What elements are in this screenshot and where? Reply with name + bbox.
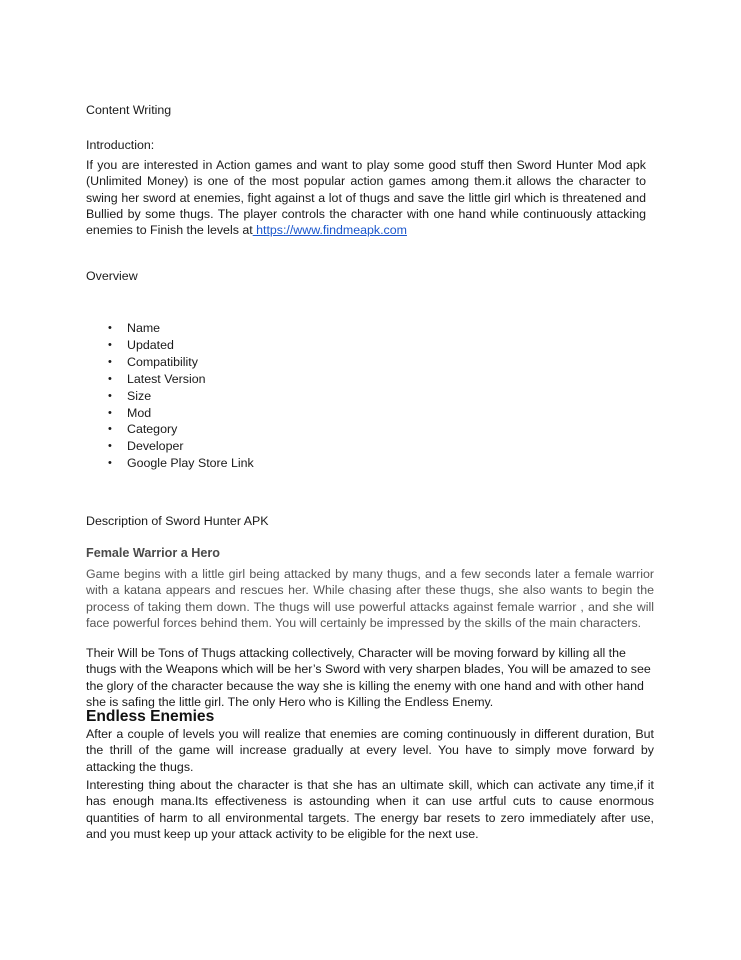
bullet-icon: • <box>108 406 112 419</box>
overview-list <box>86 320 386 472</box>
doc-title: Content Writing <box>86 103 172 117</box>
bullet-icon: • <box>108 355 112 368</box>
bullet-icon: • <box>108 423 112 436</box>
list-item: • Size <box>108 388 152 403</box>
list-item: • Compatibility <box>108 354 198 369</box>
bullet-icon: • <box>108 457 112 470</box>
introduction-paragraph <box>86 157 646 238</box>
description-label: Description of Sword Hunter APK <box>86 514 269 528</box>
list-item: • Updated <box>108 337 174 352</box>
female-warrior-heading: Female Warrior a Hero <box>86 546 220 560</box>
list-item: • Category <box>108 422 178 437</box>
introduction-text: If you are interested in Action games and want to play some good stuff then Sword Hunter Mod apk (Unlimited Money) is one of the most popular action games among them.it allows the character to swing her sword at enemies, fight against a lot of thugs and save the little girl which is threatened and Bullied by some thugs. The player controls the character with one hand while continuously attacking enemies to Finish the levels at <box>86 158 646 238</box>
findmeapk-link[interactable]: https://www.findmeapk.com <box>252 223 407 238</box>
endless-enemies-heading: Endless Enemies <box>86 708 215 725</box>
bullet-icon: • <box>108 372 112 385</box>
bullet-icon: • <box>108 389 112 402</box>
list-item: • Latest Version <box>108 371 206 386</box>
list-item: • Google Play Store Link <box>108 456 254 471</box>
bullet-icon: • <box>108 440 112 453</box>
bullet-icon: • <box>108 322 112 334</box>
female-warrior-paragraph-1: Game begins with a little girl being attacked by many thugs, and a few seconds later a female warrior with a katana appears and rescues her. While chasing after these thugs, she also wants to begin the process of taking them down. The thugs will use powerful attacks against female warrior , and she will face powerful forces behind them. You will certainly be impressed by the skills of the main characters. <box>86 567 654 630</box>
list-item: • Mod <box>108 405 152 420</box>
overview-label: Overview <box>86 269 138 283</box>
bullet-icon: • <box>108 338 112 351</box>
introduction-label: Introduction: <box>86 138 155 152</box>
endless-enemies-paragraph-2: Interesting thing about the character is that she has an ultimate skill, which can activate any time,if it has enough mana.Its effectiveness is astounding when it can use artful cuts to cause enormous quantities of harm to all environmental targets. The energy bar resets to zero immediately after use, and you must keep up your attack activity to be eligible for the next use. <box>86 778 654 841</box>
list-item: • Developer <box>108 439 184 454</box>
list-item: • Name <box>108 321 161 335</box>
endless-enemies-paragraph-1: After a couple of levels you will realize that enemies are coming continuously in different duration, But the thrill of the game will increase gradually at every level. You have to simply move forward by attacking the thugs. <box>86 727 654 774</box>
female-warrior-paragraph-2: Their Will be Tons of Thugs attacking collectively, Character will be moving forward by killing all the thugs with the Weapons which will be her’s Sword with very sharpen blades, You will be amazed to see the glory of the character because the way she is killing the enemy with one hand and with other hand she is safing the little girl. The only Hero who is Killing the Endless Enemy. <box>86 646 651 709</box>
